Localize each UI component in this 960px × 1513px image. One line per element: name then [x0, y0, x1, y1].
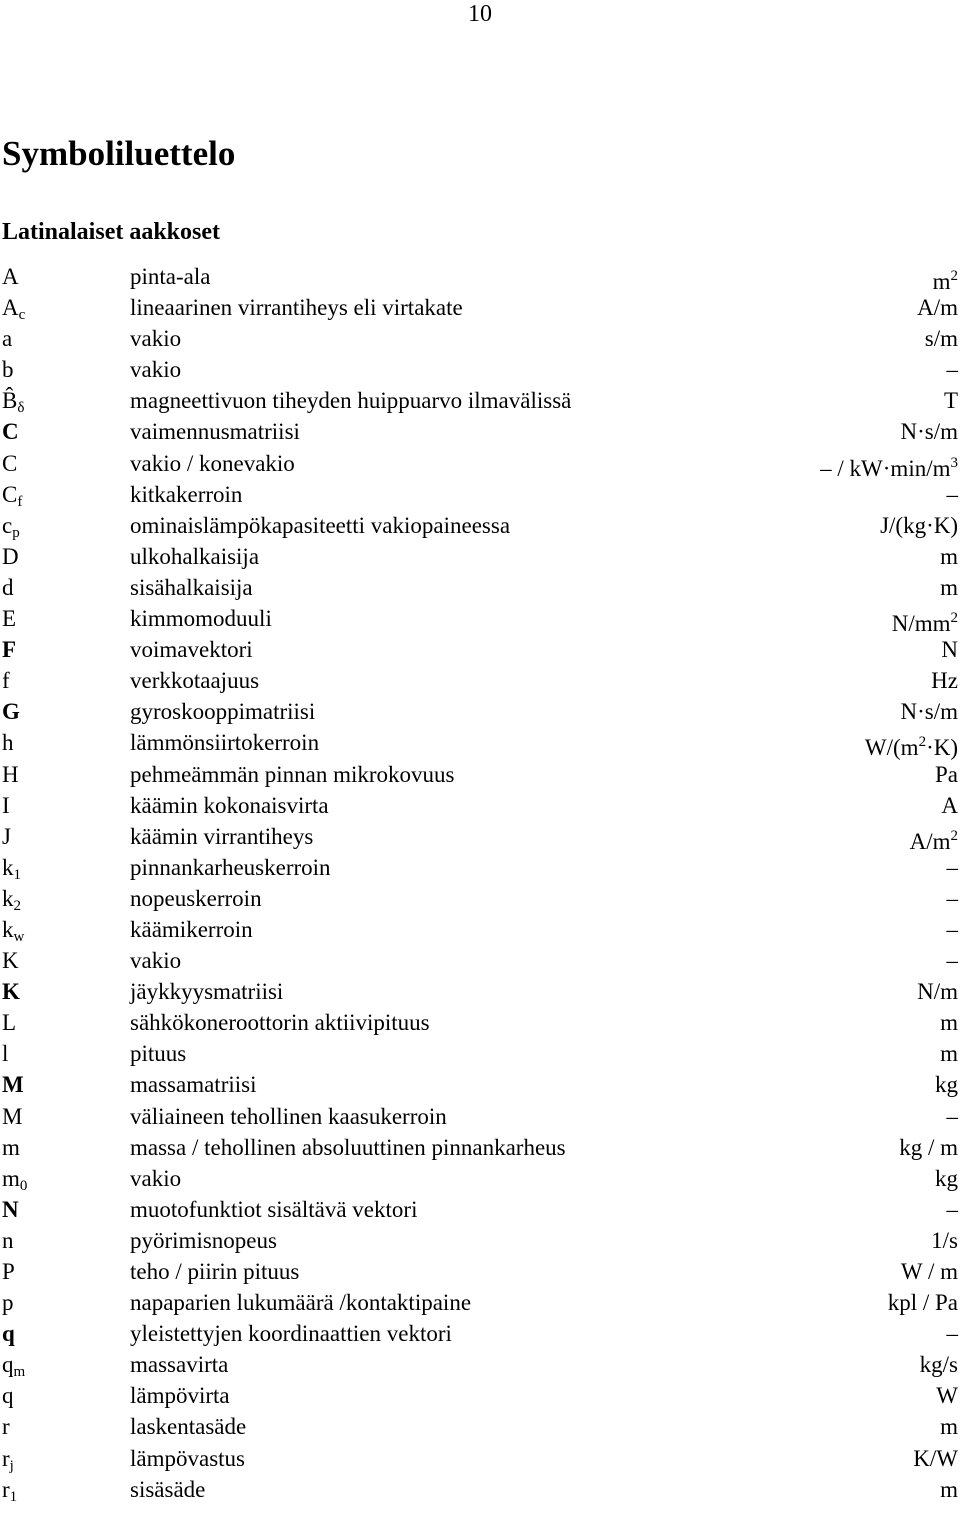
symbol-unit	[947, 852, 959, 883]
symbol-letter: h	[2, 730, 14, 756]
unit-text: m	[940, 1414, 958, 1440]
symbol-subscript: 1	[9, 1488, 18, 1505]
unit-tail: ·K)	[926, 735, 958, 761]
symbol-row	[0, 1194, 960, 1225]
symbol	[2, 1411, 10, 1442]
symbol-letter: m	[2, 1165, 20, 1191]
symbol-row	[0, 1474, 960, 1505]
unit-text: –	[946, 854, 958, 880]
symbol-row	[0, 883, 960, 914]
symbol-subscript: c	[18, 307, 26, 324]
symbol-letter: N	[2, 1196, 19, 1222]
symbol-description: ulkohalkaisija	[130, 543, 260, 569]
symbol-letter: n	[2, 1227, 14, 1253]
symbol-subscript: 1	[13, 866, 21, 883]
symbol-letter: K	[2, 979, 20, 1005]
symbol	[2, 1038, 8, 1069]
symbol-description: sisähalkaisija	[130, 574, 253, 600]
symbol-description: napaparien lukumäärä /kontaktipaine	[130, 1290, 472, 1316]
symbol-letter: l	[2, 1041, 9, 1067]
unit-text: m	[940, 543, 958, 569]
symbol-row	[0, 1132, 960, 1163]
unit-text: A	[941, 792, 958, 818]
symbol-description: pituus	[130, 1041, 187, 1067]
symbol-unit	[931, 665, 958, 696]
symbol	[2, 945, 19, 976]
unit-text: –	[946, 916, 958, 942]
symbol-description: väliaineen tehollinen kaasukerroin	[130, 1103, 447, 1129]
unit-text: T	[943, 388, 958, 414]
symbol-subscript: j	[9, 1457, 14, 1474]
symbol	[2, 1318, 15, 1349]
symbol-letter: C	[2, 450, 18, 476]
symbol-description: yleistettyjen koordinaattien vektori	[130, 1321, 452, 1347]
unit-text: kpl / Pa	[887, 1290, 958, 1316]
symbol-description: verkkotaajuus	[130, 668, 260, 694]
symbol-row	[0, 634, 960, 665]
symbol-letter: L	[2, 1010, 17, 1036]
symbol-row	[0, 1038, 960, 1069]
unit-text: N	[941, 637, 958, 663]
unit-text: kg	[935, 1165, 958, 1191]
symbol	[2, 1380, 14, 1411]
symbol-unit	[936, 1380, 958, 1411]
symbol	[2, 323, 12, 354]
symbol-row	[0, 1411, 960, 1442]
unit-text: A/m	[909, 828, 951, 854]
symbol-subscript: 2	[13, 897, 21, 914]
symbol-letter: q	[2, 1383, 14, 1409]
unit-text: kg/s	[919, 1352, 958, 1378]
unit-text: m	[932, 269, 951, 294]
symbol-description: kitkakerroin	[130, 481, 243, 507]
unit-text: A/m	[917, 295, 958, 321]
symbol-letter: G	[2, 699, 20, 725]
symbol-letter: k	[2, 916, 14, 942]
symbol-unit	[880, 510, 958, 541]
unit-text: N·s/m	[900, 699, 958, 725]
symbol-unit	[899, 1132, 958, 1163]
symbol-letter: r	[2, 1476, 10, 1502]
symbol-description: massa / tehollinen absoluuttinen pinnankarheus	[130, 1134, 566, 1160]
symbol-subscript: 0	[19, 1177, 28, 1194]
symbol-row	[0, 292, 960, 323]
symbol-row	[0, 976, 960, 1007]
symbol-letter: B̂	[2, 388, 18, 414]
symbol-description: vakio	[130, 948, 182, 974]
symbol-subscript: w	[13, 928, 25, 945]
symbol-subscript: f	[17, 493, 23, 510]
symbol-letter: I	[2, 792, 10, 818]
section-heading: Latinalaiset aakkoset	[2, 219, 221, 245]
symbol-letter: a	[2, 326, 13, 352]
symbol-letter: M	[2, 1072, 24, 1098]
symbol-description: jäykkyysmatriisi	[130, 979, 284, 1005]
symbol-unit	[941, 634, 958, 665]
symbol-row	[0, 790, 960, 821]
symbol-row	[0, 665, 960, 696]
symbol-row	[0, 261, 960, 292]
symbol	[2, 759, 19, 790]
unit-text: m	[940, 1476, 958, 1502]
symbol-unit	[925, 323, 958, 354]
symbol-unit	[940, 1411, 958, 1442]
unit-superscript: 3	[950, 454, 958, 471]
unit-text: W	[936, 1383, 958, 1409]
unit-text: –	[946, 1103, 958, 1129]
symbol	[2, 634, 16, 665]
symbol-unit	[888, 1287, 958, 1318]
unit-text: –	[946, 885, 958, 911]
unit-text: Pa	[935, 761, 958, 787]
symbol-letter: r	[2, 1414, 10, 1440]
unit-text: N/mm	[891, 611, 951, 637]
symbol	[2, 665, 10, 696]
symbol-row	[0, 416, 960, 447]
symbol-unit	[947, 1194, 959, 1225]
symbol-description: massavirta	[130, 1352, 229, 1378]
symbol-row	[0, 1225, 960, 1256]
symbol-description: vakio	[130, 1165, 182, 1191]
unit-superscript: 2	[950, 268, 958, 284]
unit-superscript: 2	[918, 734, 927, 751]
unit-text: N/m	[917, 979, 958, 1005]
symbol-description: muotofunktiot sisältävä vektori	[130, 1196, 418, 1222]
symbol	[2, 1225, 14, 1256]
symbol-row	[0, 727, 960, 761]
symbol-description: gyroskooppimatriisi	[130, 699, 316, 725]
symbol-unit	[947, 1101, 959, 1132]
symbol-row	[0, 448, 960, 479]
symbol-unit	[935, 759, 958, 790]
symbol-description: vakio	[130, 326, 182, 352]
symbol-description: vaimennusmatriisi	[130, 419, 300, 445]
unit-text: –	[946, 1196, 958, 1222]
symbol-description: vakio	[130, 357, 182, 383]
symbol-letter: C	[2, 481, 18, 507]
symbol	[2, 976, 20, 1007]
symbol-row	[0, 759, 960, 790]
symbol-row	[0, 852, 960, 883]
unit-superscript: 2	[950, 610, 958, 627]
symbol-row	[0, 541, 960, 572]
symbol	[2, 821, 11, 852]
unit-text: kg / m	[899, 1134, 958, 1160]
symbol	[2, 1069, 24, 1100]
symbol-letter: D	[2, 543, 19, 569]
symbol-row	[0, 479, 960, 510]
symbol-row	[0, 696, 960, 727]
unit-text: –	[946, 357, 958, 383]
symbol	[2, 1007, 16, 1038]
unit-text: –	[946, 1321, 958, 1347]
symbol-unit	[935, 1163, 958, 1194]
symbol-letter: k	[2, 854, 14, 880]
unit-text: m	[940, 574, 958, 600]
symbol-letter: C	[2, 419, 19, 445]
unit-text: – / kW·min/m	[820, 455, 951, 481]
symbol	[2, 1256, 15, 1287]
unit-text: J/(kg·K)	[880, 512, 958, 538]
symbol-letter: J	[2, 823, 11, 849]
unit-text: W/(m	[864, 735, 919, 761]
symbol-row	[0, 385, 960, 416]
symbol-letter: f	[2, 668, 10, 694]
symbol-unit	[947, 945, 959, 976]
symbol-row	[0, 1380, 960, 1411]
unit-text: m	[940, 1041, 958, 1067]
symbol-unit	[901, 1256, 958, 1287]
symbol-row	[0, 1318, 960, 1349]
symbol-description: pinnankarheuskerroin	[130, 854, 331, 880]
symbol-description: ominaislämpökapasiteetti vakiopaineessa	[130, 512, 511, 538]
symbol-row	[0, 354, 960, 385]
symbol-description: massamatriisi	[130, 1072, 257, 1098]
symbol-letter: q	[2, 1321, 15, 1347]
symbol-description: voimavektori	[130, 637, 253, 663]
symbol-unit	[947, 914, 959, 945]
symbol-unit	[947, 883, 959, 914]
symbol-description: lämpövirta	[130, 1383, 230, 1409]
symbol-row	[0, 1287, 960, 1318]
symbol-unit	[917, 976, 958, 1007]
symbol-row	[0, 1069, 960, 1100]
symbol	[2, 1132, 20, 1163]
symbol-unit	[935, 1069, 958, 1100]
symbol-row	[0, 945, 960, 976]
symbol-letter: b	[2, 357, 14, 383]
unit-text: m	[940, 1010, 958, 1036]
symbol-row	[0, 1007, 960, 1038]
symbol-letter: q	[2, 1352, 14, 1378]
symbol-description: lämpövastus	[130, 1445, 245, 1471]
symbol	[2, 354, 14, 385]
symbol-subscript: m	[13, 1364, 26, 1381]
unit-text: N·s/m	[900, 419, 958, 445]
symbol-description: pinta-ala	[130, 264, 211, 289]
symbol-letter: M	[2, 1103, 23, 1129]
symbol-letter: P	[2, 1259, 15, 1284]
page-title: Symboliluettelo	[2, 134, 236, 173]
symbol-letter: d	[2, 574, 14, 600]
symbol-unit	[947, 354, 959, 385]
unit-text: K/W	[913, 1445, 958, 1471]
symbol-row	[0, 1163, 960, 1194]
symbol-letter: r	[2, 1445, 10, 1471]
symbol	[2, 416, 19, 447]
unit-text: –	[946, 481, 958, 507]
symbol-unit	[940, 1474, 958, 1505]
symbol-letter: p	[2, 1290, 14, 1316]
unit-text: Hz	[931, 668, 958, 694]
symbol-description: laskentasäde	[130, 1414, 247, 1440]
symbol	[2, 1194, 19, 1225]
symbol-letter: k	[2, 885, 14, 911]
symbol	[2, 790, 10, 821]
symbol-description: käämin kokonaisvirta	[130, 792, 329, 818]
symbol-description: sähkökoneroottorin aktiivipituus	[130, 1010, 430, 1036]
symbol-description: käämin virrantiheys	[130, 823, 314, 849]
symbol-description: magneettivuon tiheyden huippuarvo ilmavälissä	[130, 388, 572, 414]
symbol-list	[0, 261, 960, 1505]
symbol-letter: m	[2, 1134, 20, 1160]
symbol-row	[0, 1349, 960, 1380]
unit-text: s/m	[924, 326, 958, 352]
symbol-description: vakio / konevakio	[130, 450, 295, 476]
symbol-letter: E	[2, 606, 17, 632]
unit-text: kg	[935, 1072, 958, 1098]
symbol-description: pehmeämmän pinnan mikrokovuus	[130, 761, 455, 787]
symbol-unit	[913, 1443, 958, 1474]
symbol-description: lineaarinen virrantiheys eli virtakate	[130, 295, 463, 321]
symbol-unit	[944, 385, 958, 416]
symbol-description: kimmomoduuli	[130, 606, 272, 632]
symbol	[2, 696, 20, 727]
symbol-unit	[901, 696, 959, 727]
symbol-unit	[920, 1349, 958, 1380]
symbol	[2, 448, 17, 479]
symbol-row	[0, 603, 960, 637]
symbol-description: teho / piirin pituus	[130, 1259, 300, 1284]
symbol-unit	[947, 1318, 959, 1349]
symbol-letter: H	[2, 761, 19, 787]
symbol-subscript: δ	[17, 400, 25, 417]
symbol-description: lämmönsiirtokerroin	[130, 730, 320, 756]
symbol-row	[0, 914, 960, 945]
symbol-row	[0, 323, 960, 354]
symbol	[2, 727, 14, 758]
symbol-letter: K	[2, 948, 19, 974]
symbol-letter: A	[2, 295, 19, 321]
symbol-row	[0, 821, 960, 852]
symbol-unit	[917, 292, 958, 323]
symbol-row	[0, 1101, 960, 1132]
symbol	[2, 1287, 14, 1318]
symbol-letter: F	[2, 637, 17, 663]
symbol-unit	[940, 541, 958, 572]
symbol-row	[0, 572, 960, 603]
symbol-row	[0, 1256, 960, 1287]
symbol-description: sisäsäde	[130, 1476, 206, 1502]
page-number: 10	[468, 1, 492, 27]
symbol	[2, 1101, 22, 1132]
symbol-letter: A	[2, 264, 19, 289]
symbol-description: nopeuskerroin	[130, 885, 262, 911]
unit-superscript: 2	[950, 827, 958, 844]
symbol-row	[0, 510, 960, 541]
symbol-letter: c	[2, 512, 13, 538]
symbol	[2, 261, 19, 292]
symbol-unit	[940, 572, 958, 603]
unit-text: W / m	[900, 1259, 958, 1284]
symbol-unit	[931, 1225, 958, 1256]
symbol-unit	[940, 1038, 958, 1069]
symbol-subscript: p	[12, 524, 20, 541]
symbol-unit	[901, 416, 959, 447]
symbol-description: pyörimisnopeus	[130, 1227, 277, 1253]
unit-text: –	[946, 948, 958, 974]
unit-text: 1/s	[931, 1227, 958, 1253]
symbol-row	[0, 1443, 960, 1474]
symbol	[2, 572, 14, 603]
symbol	[2, 541, 19, 572]
symbol-unit	[940, 1007, 958, 1038]
symbol-unit	[947, 479, 959, 510]
symbol-description: käämikerroin	[130, 916, 253, 942]
symbol-unit	[941, 790, 958, 821]
symbol	[2, 603, 16, 634]
